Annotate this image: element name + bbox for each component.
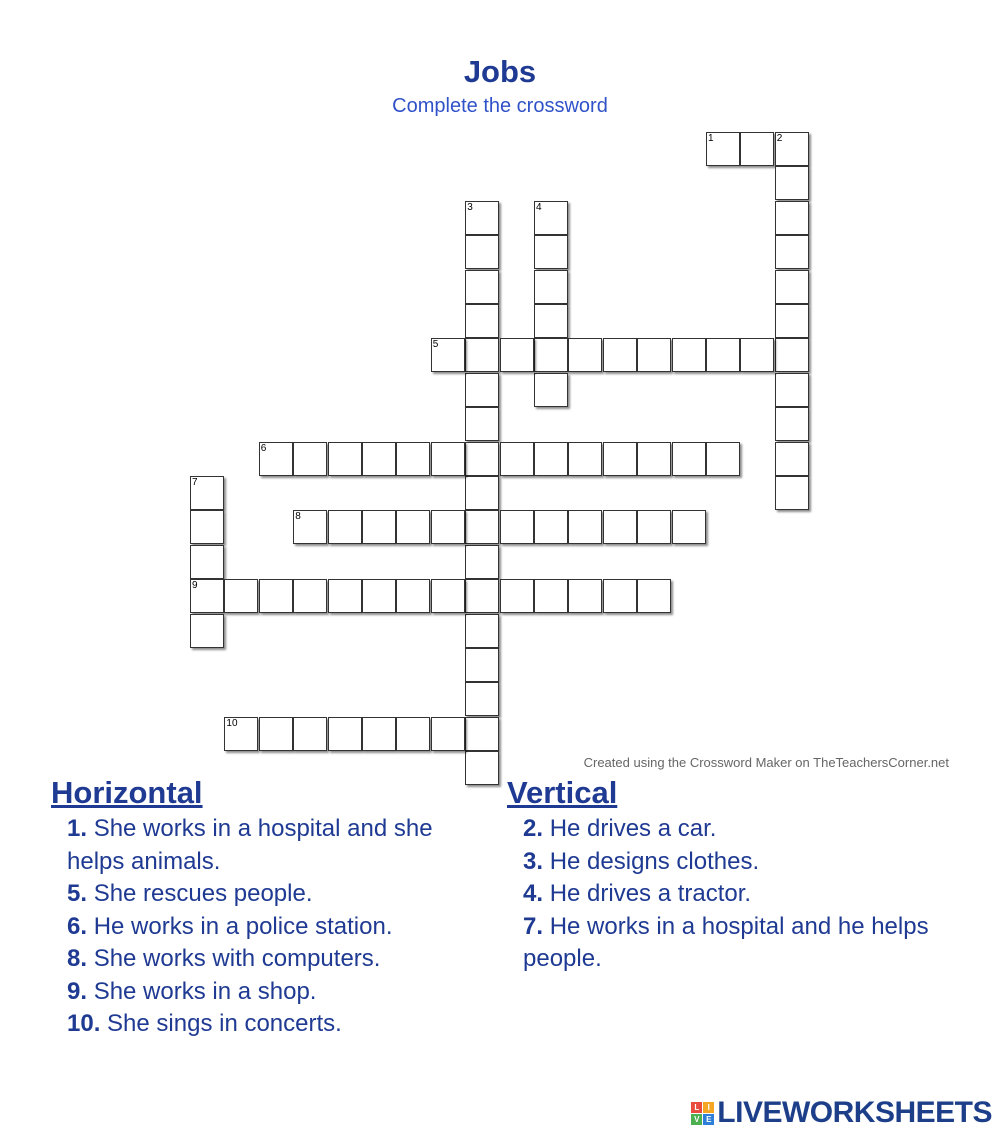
crossword-cell[interactable] [465,270,499,304]
credit-line: Created using the Crossword Maker on TheTeachersCorner.net [583,755,949,770]
crossword-cell[interactable] [706,132,740,166]
clue-number: 4 [536,201,542,213]
crossword-cell[interactable] [775,442,809,476]
crossword-cell[interactable] [396,510,430,544]
crossword-cell[interactable] [534,235,568,269]
crossword-cell[interactable] [362,442,396,476]
crossword-cell[interactable] [396,579,430,613]
crossword-cell[interactable] [603,510,637,544]
crossword-cell[interactable] [328,717,362,751]
logo-letter: L [691,1102,702,1113]
crossword-cell[interactable] [362,510,396,544]
crossword-cell[interactable] [465,201,499,235]
crossword-cell[interactable] [465,373,499,407]
clue-number: 2 [776,133,783,144]
clue-number: 6 [260,442,267,454]
clue-number: 8 [295,511,301,523]
crossword-cell[interactable] [259,442,293,476]
crossword-cell[interactable] [568,510,602,544]
clue-item: 4. He drives a tractor. [523,880,752,907]
crossword-cell[interactable] [431,717,465,751]
crossword-cell[interactable] [534,338,568,372]
clue-number: 10 [226,717,238,729]
crossword-cell[interactable] [224,717,258,751]
crossword-cell[interactable] [740,132,774,166]
logo-letter: V [691,1114,702,1125]
crossword-cell[interactable] [396,442,430,476]
logo-letter: I [703,1102,714,1113]
crossword-cell[interactable] [431,442,465,476]
crossword-cell[interactable] [775,407,809,441]
crossword-cell[interactable] [293,717,327,751]
page-subtitle: Complete the crossword [392,95,608,117]
crossword-cell[interactable] [465,648,499,682]
clue-item: 5. She rescues people. [67,880,313,907]
crossword-cell[interactable] [293,510,327,544]
crossword-cell[interactable] [293,442,327,476]
crossword-cell[interactable] [534,510,568,544]
crossword-cell[interactable] [568,442,602,476]
crossword-cell[interactable] [775,304,809,338]
logo-letter: E [703,1114,714,1125]
clue-item: 8. She works with computers. [67,945,381,972]
crossword-cell[interactable] [706,442,740,476]
logo-icon [691,1102,714,1125]
clue-number: 5 [432,339,439,351]
clue-number: 3 [467,201,473,213]
crossword-cell[interactable] [190,510,224,544]
crossword-cell[interactable] [775,166,809,200]
crossword-cell[interactable] [534,579,568,613]
crossword-cell[interactable] [534,304,568,338]
clue-item: 3. He designs clothes. [523,847,760,875]
crossword-cell[interactable] [396,717,430,751]
crossword-cell[interactable] [534,270,568,304]
crossword-cell[interactable] [465,614,499,648]
crossword-cell[interactable] [775,476,809,510]
vertical-heading: Vertical [507,775,618,810]
page-title: Jobs [463,54,537,89]
crossword-cell[interactable] [328,510,362,544]
clue-number: 9 [192,580,198,592]
crossword-cell[interactable] [431,579,465,613]
crossword-cell[interactable] [775,338,809,372]
crossword-cell[interactable] [500,442,534,476]
crossword-cell[interactable] [637,442,671,476]
clue-number: 1 [708,133,714,144]
crossword-cell[interactable] [431,510,465,544]
crossword-cell[interactable] [465,338,499,372]
crossword-cell[interactable] [190,545,224,579]
crossword-cell[interactable] [775,132,809,166]
crossword-cell[interactable] [534,201,568,235]
crossword-cell[interactable] [637,579,671,613]
liveworksheets-logo [691,1093,992,1133]
crossword-cell[interactable] [534,373,568,407]
crossword-cell[interactable] [706,338,740,372]
crossword-cell[interactable] [259,717,293,751]
crossword-cell[interactable] [672,338,706,372]
crossword-cell[interactable] [465,579,499,613]
clue-number: 7 [192,477,198,488]
clue-item: 2. He drives a car. [523,815,717,842]
crossword-cell[interactable] [775,235,809,269]
crossword-cell[interactable] [293,579,327,613]
crossword-cell[interactable] [775,373,809,407]
crossword-cell[interactable] [465,235,499,269]
crossword-cell[interactable] [775,201,809,235]
crossword-cell[interactable] [465,304,499,338]
crossword-cell[interactable] [259,579,293,613]
crossword-cell[interactable] [362,579,396,613]
clue-item: 9. She works in a shop. [67,977,317,1005]
horizontal-clues [51,775,491,1041]
crossword-cell[interactable] [534,442,568,476]
crossword-cell[interactable] [500,510,534,544]
crossword-cell[interactable] [465,717,499,751]
crossword-cell[interactable] [603,579,637,613]
horizontal-heading: Horizontal [51,775,203,810]
crossword-cell[interactable] [190,579,224,613]
crossword-cell[interactable] [568,579,602,613]
crossword-cell[interactable] [500,579,534,613]
crossword-cell[interactable] [328,442,362,476]
crossword-cell[interactable] [465,407,499,441]
clue-item: 10. She sings in concerts. [67,1010,342,1037]
clue-item: 7. He works in a hospital and he helps people. [523,912,929,972]
crossword-cell[interactable] [465,510,499,544]
crossword-cell[interactable] [465,476,499,510]
clue-item: 1. She works in a hospital and she helps animals. [67,815,433,875]
crossword-cell[interactable] [603,442,637,476]
crossword-cell[interactable] [740,338,774,372]
crossword-cell[interactable] [190,476,224,510]
brand-text: LIVEWORKSHEETS [717,1096,992,1129]
crossword-cell[interactable] [637,338,671,372]
crossword-cell[interactable] [568,338,602,372]
crossword-cell[interactable] [328,579,362,613]
crossword-cell[interactable] [465,682,499,716]
crossword-cell[interactable] [224,579,258,613]
crossword-cell[interactable] [672,510,706,544]
vertical-clues [507,775,947,976]
crossword-cell[interactable] [775,270,809,304]
crossword-cell[interactable] [603,338,637,372]
crossword-cell[interactable] [637,510,671,544]
crossword-cell[interactable] [190,614,224,648]
crossword-cell[interactable] [672,442,706,476]
crossword-cell[interactable] [431,338,465,372]
crossword-cell[interactable] [465,442,499,476]
crossword-cell[interactable] [465,545,499,579]
crossword-cell[interactable] [362,717,396,751]
clue-item: 6. He works in a police station. [67,912,393,940]
crossword-cell[interactable] [500,338,534,372]
